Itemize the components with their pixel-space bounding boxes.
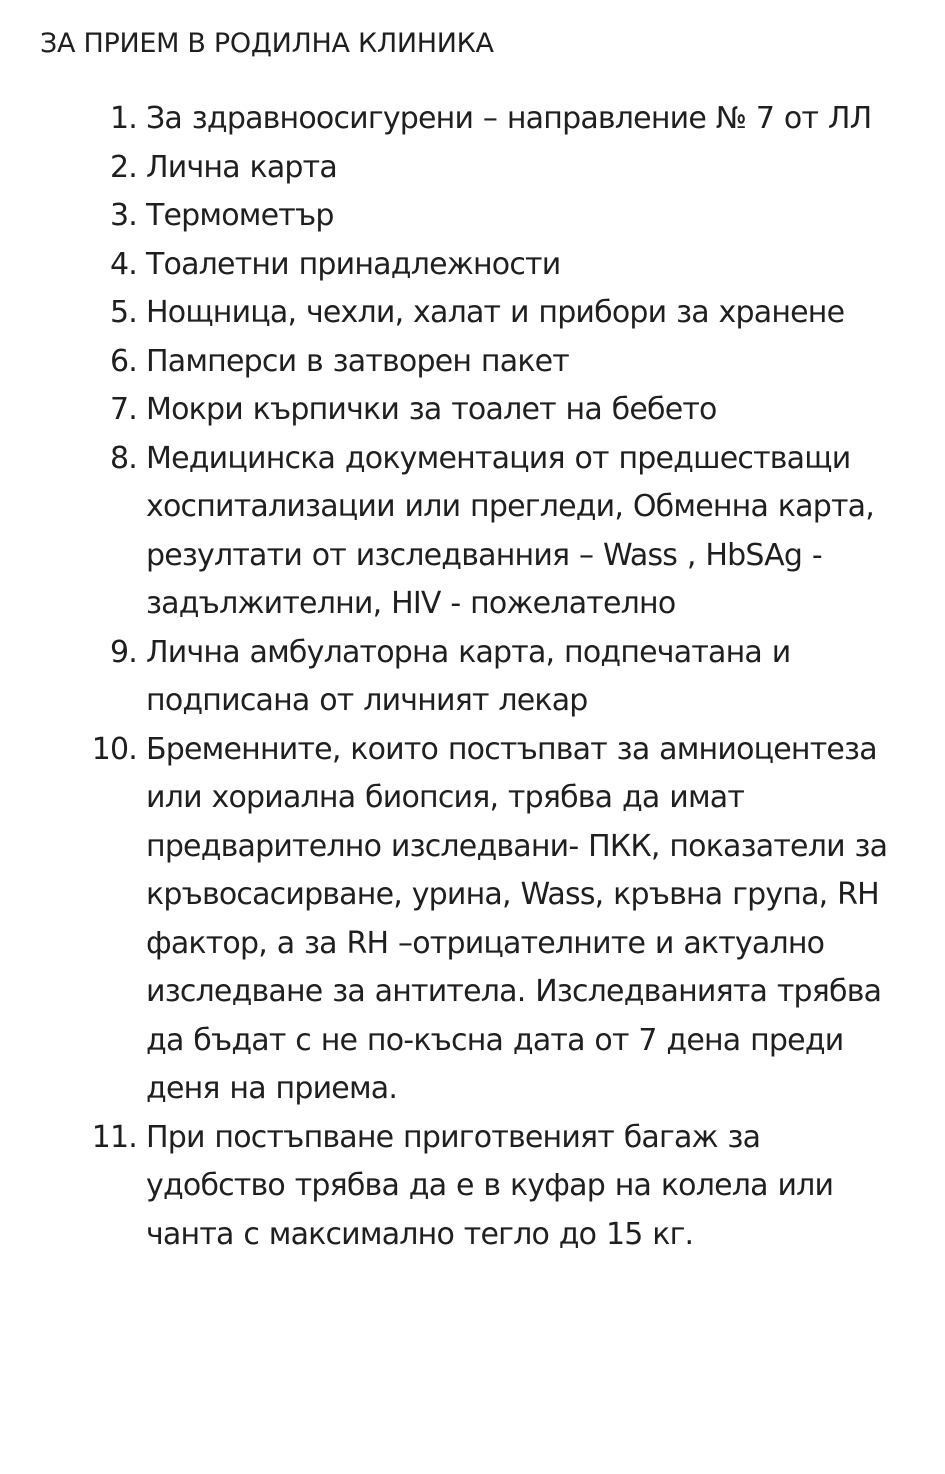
list-item-number: 1.	[109, 101, 137, 136]
list-item-number: 10.	[91, 731, 137, 767]
list-item-text: При постъпване приготвеният багаж за удобство трябва да е в куфар на колела или чанта с максимално тегло до 15 кг.	[146, 1119, 834, 1252]
list-item-text: Памперси в затворен пакет	[146, 343, 569, 379]
list-item-number: 11.	[91, 1119, 137, 1155]
list-item-text: Лична амбулаторна карта, подпечатана и подписана от личният лекар	[146, 634, 791, 718]
list-item	[0, 386, 945, 435]
requirements-list	[0, 95, 945, 1259]
list-item-text: За здравноосигурени – направление № 7 от ЛЛ	[146, 101, 872, 136]
list-item-number: 2.	[109, 149, 137, 185]
list-item-text: Мокри кърпички за тоалет на бебето	[146, 392, 717, 427]
list-item	[0, 435, 945, 629]
list-item-text: Тоалетни принадлежности	[146, 246, 561, 282]
list-item-number: 5.	[109, 295, 137, 330]
list-item	[0, 338, 945, 387]
list-item-text: Лична карта	[146, 149, 337, 185]
list-item-number: 6.	[109, 343, 137, 379]
list-item	[0, 95, 945, 144]
list-item-text: Медицинска документация от предшестващи хоспитализации или прегледи, Обменна карта, резултати от изследванния – Wass , HbSAg - задължителни, HIV - пожелателно	[146, 440, 874, 621]
list-item-number: 8.	[109, 440, 137, 476]
list-item	[0, 1114, 945, 1260]
document-heading: ЗА ПРИЕМ В РОДИЛНА КЛИНИКА	[40, 28, 494, 59]
list-item-text: Нощница, чехли, халат и прибори за хранене	[146, 295, 845, 330]
list-item-number: 7.	[109, 392, 137, 427]
list-item	[0, 629, 945, 726]
list-item	[0, 144, 945, 193]
list-item	[0, 289, 945, 338]
list-item-text: Термометър	[146, 198, 334, 233]
list-item-text: Бременните, които постъпват за амниоцентеза или хориална биопсия, трябва да имат предварително изследвани- ПКК, показатели за кръвосасирване, урина, Wass, кръвна група, RH фактор, а за RH –отрицателните и актуално изследване за антитела. Изследванията трябва да бъдат с не по-късна дата от 7 дена преди деня на приема.	[146, 731, 888, 1106]
list-item	[0, 192, 945, 241]
list-item-number: 3.	[109, 198, 137, 233]
list-item-number: 9.	[109, 634, 137, 670]
list-item-number: 4.	[109, 246, 137, 282]
list-item	[0, 726, 945, 1114]
list-item	[0, 241, 945, 290]
